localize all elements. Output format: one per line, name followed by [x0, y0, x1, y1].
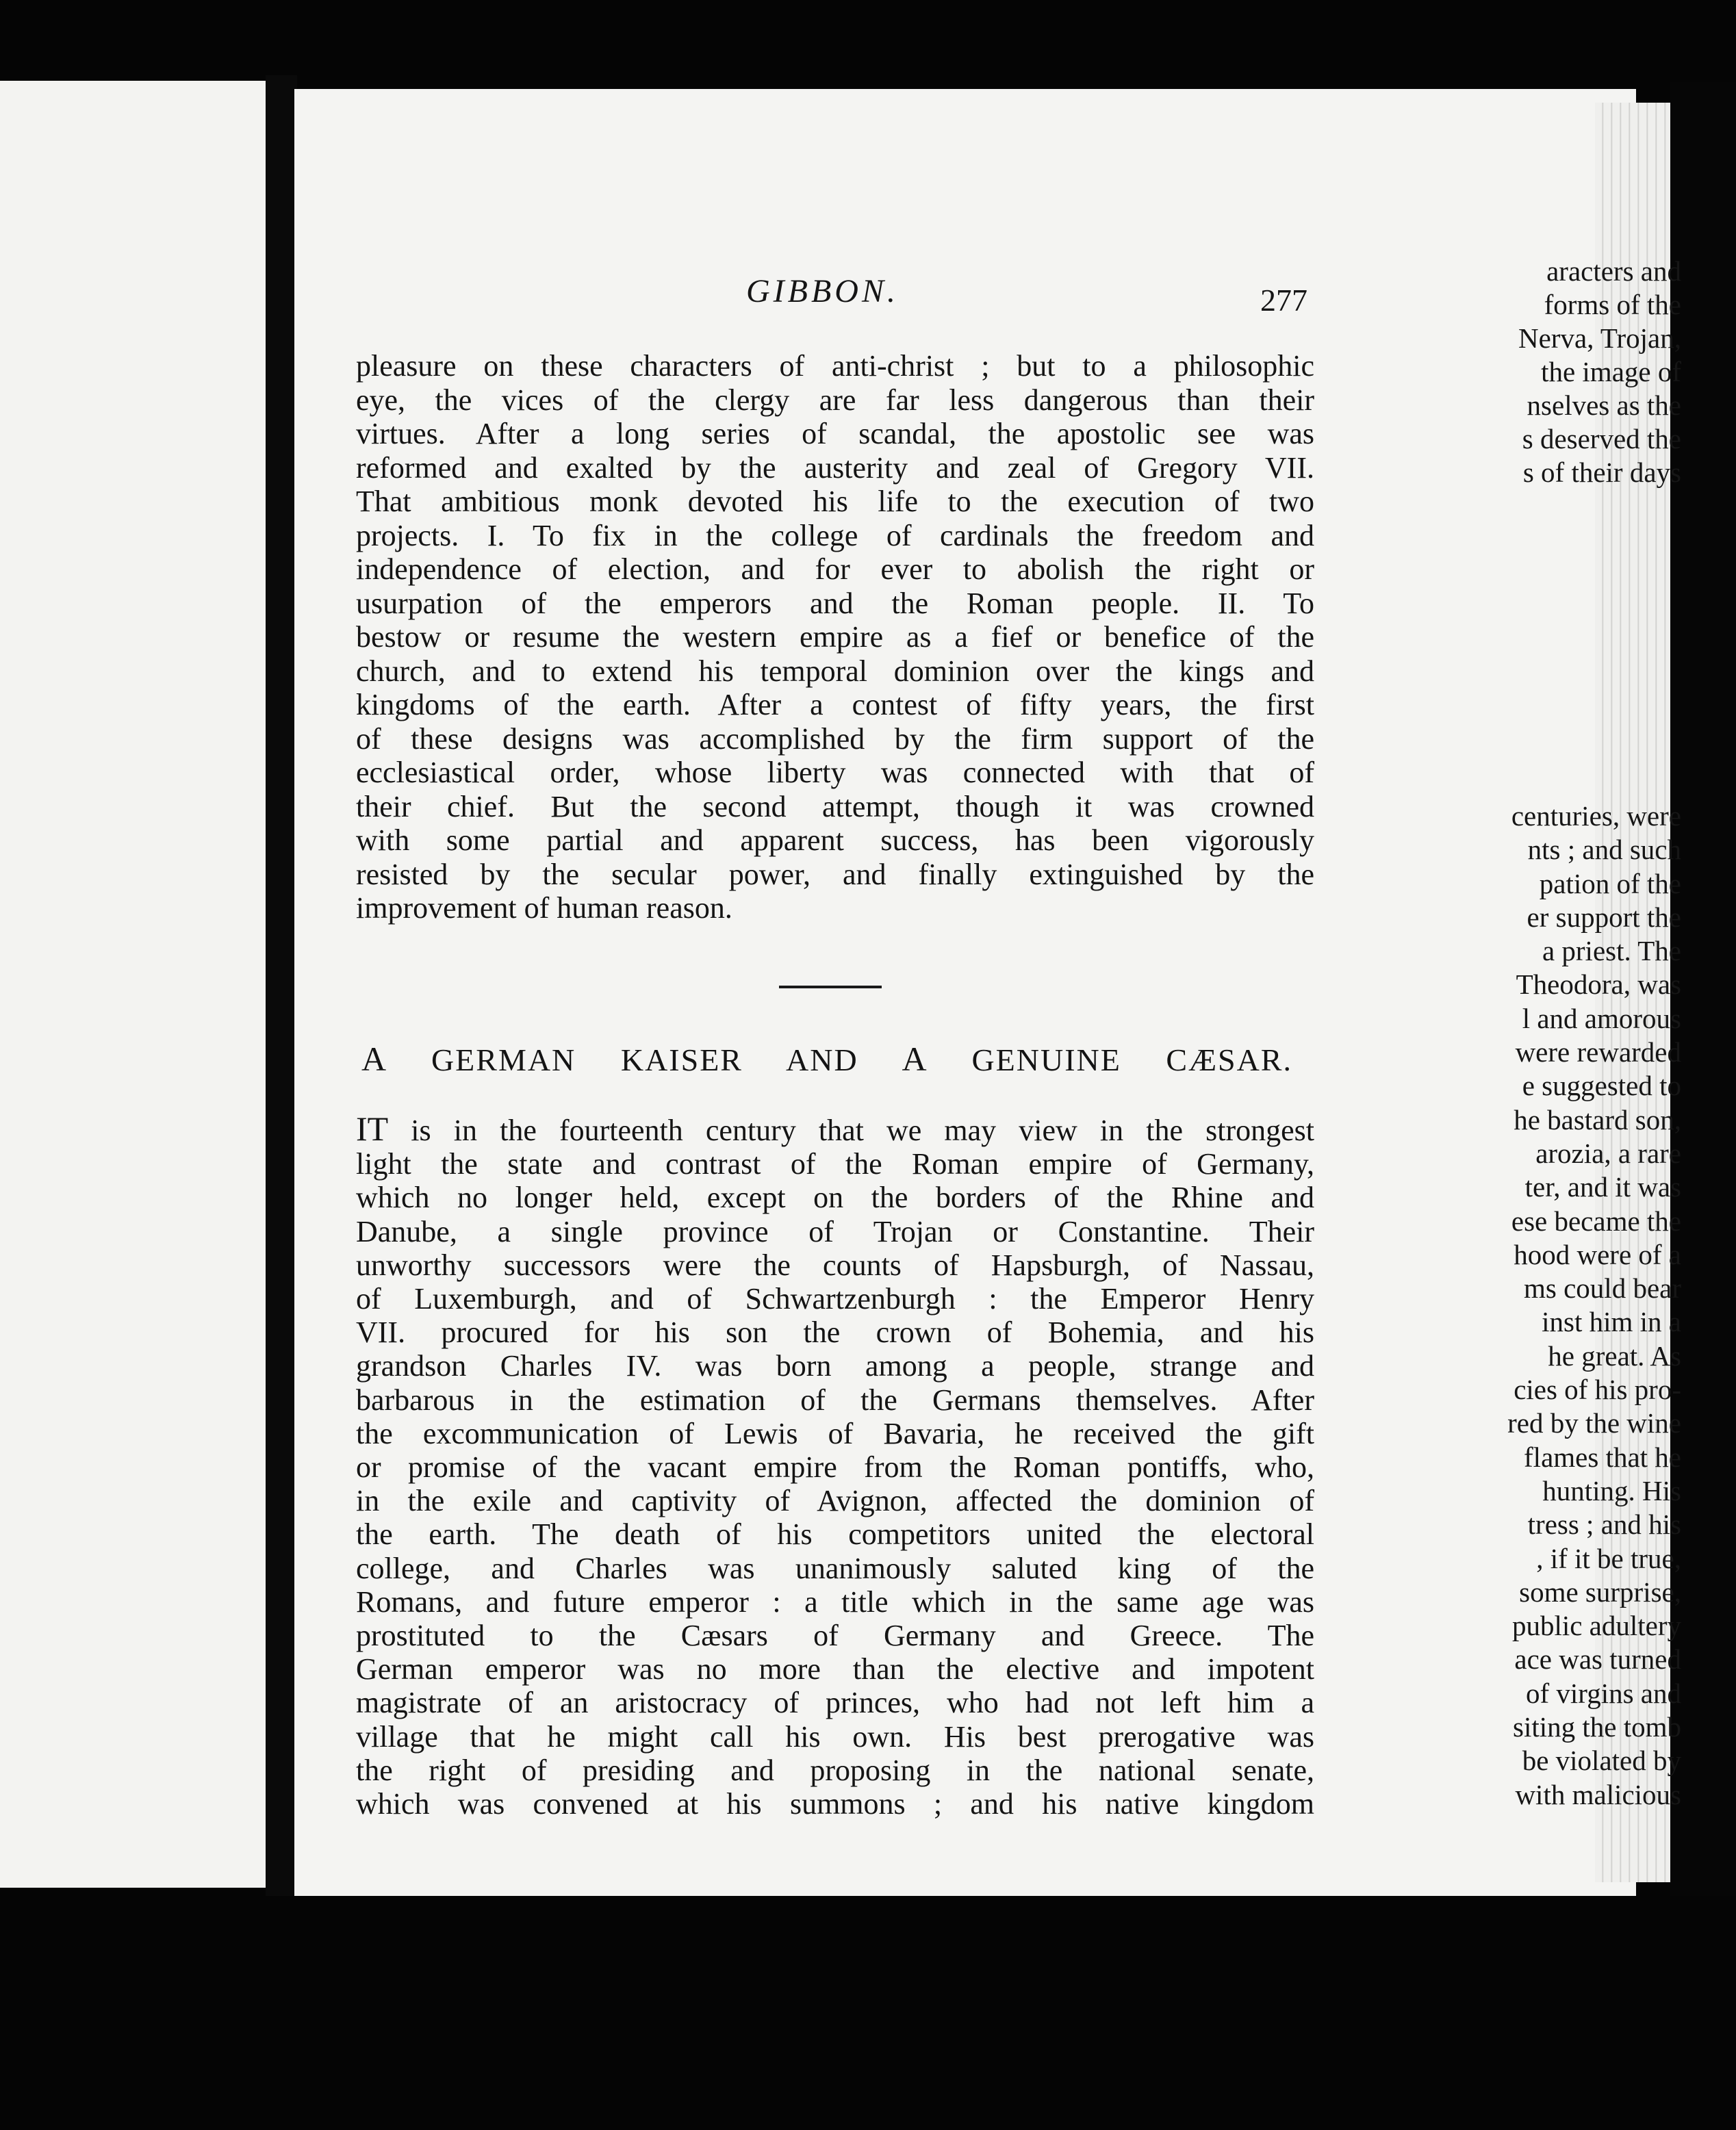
text-line: or promise of the vacant empire from the Roman pontiffs, who,: [356, 1450, 1314, 1485]
paragraph-2: [356, 1109, 1314, 1821]
text-line: improvement of human reason.: [356, 891, 732, 925]
text-line: the excommunication of Lewis of Bavaria, he received the gift: [356, 1416, 1314, 1450]
text-line: ecclesiastical order, whose liberty was connected with that of: [356, 756, 1314, 789]
text-line: of these designs was accomplished by the firm support of the: [356, 721, 1314, 756]
text-line: the earth. The death of his competitors united the electoral: [356, 1517, 1314, 1552]
text-line: VII. procured for his son the crown of Bohemia, and his: [356, 1316, 1314, 1350]
page-number: 277: [1260, 283, 1307, 318]
section-heading: [361, 1039, 1292, 1079]
left-page-text-bottom: [1394, 799, 1681, 1812]
heading-word: CÆSAR.: [1121, 1042, 1292, 1077]
text-line: Danube, a single province of Trojan or Constantine. Their: [356, 1214, 1314, 1248]
text-line: Romans, and future emperor : a title which in the same age was: [356, 1584, 1314, 1619]
text-line: magistrate of an aristocracy of princes, who had not left him a: [356, 1686, 1314, 1720]
background-bottom: [0, 1896, 1736, 2130]
text-line: reformed and exalted by the austerity and zeal of Gregory VII.: [356, 450, 1314, 485]
left-line: Theodora, was: [1516, 968, 1681, 1001]
text-line: in the exile and captivity of Avignon, affected the dominion of: [356, 1484, 1314, 1518]
text-line: college, and Charles was unanimously saluted king of the: [356, 1551, 1314, 1585]
text-line: grandson Charles IV. was born among a people, strange and: [356, 1349, 1314, 1383]
heading-word: GENUINE: [971, 1042, 1121, 1077]
left-page-text-top: [1394, 255, 1681, 489]
left-line: forms of the: [1544, 289, 1681, 320]
text-line: resisted by the secular power, and finally extinguished by the: [356, 857, 1314, 891]
text-line: the right of presiding and proposing in the national senate,: [356, 1753, 1314, 1787]
left-line: cies of his pro-: [1514, 1374, 1681, 1406]
text-line: light the state and contrast of the Roman empire of Germany,: [356, 1147, 1314, 1181]
text-line: usurpation of the emperors and the Roman people. II. To: [356, 586, 1314, 620]
heading-word: AND: [786, 1042, 858, 1077]
left-line: be violated by: [1522, 1745, 1681, 1777]
text-line: kingdoms of the earth. After a contest of fifty years, the first: [356, 688, 1314, 721]
text-line: which no longer held, except on the borders of the Rhine and: [356, 1181, 1314, 1215]
left-line: a priest. The: [1542, 935, 1681, 967]
text-line: with some partial and apparent success, has been vigorously: [356, 823, 1314, 857]
text-line: eye, the vices of the clergy are far less dangerous than their: [356, 383, 1314, 417]
left-line: hood were of a: [1514, 1238, 1681, 1270]
left-line: ter, and it was: [1524, 1171, 1681, 1203]
text-line: bestow or resume the western empire as a fief or benefice of the: [356, 620, 1314, 654]
text-line: prostituted to the Cæsars of Germany and Greece. The: [356, 1619, 1314, 1653]
left-line: siting the tomb: [1513, 1711, 1681, 1743]
left-line: l and amorous: [1522, 1002, 1681, 1034]
left-line: he great. As: [1548, 1339, 1681, 1372]
left-line: with malicious: [1515, 1778, 1681, 1810]
left-line: er support the: [1527, 901, 1681, 933]
left-line: centuries, were: [1511, 800, 1681, 832]
text-line: barbarous in the estimation of the Germans themselves. After: [356, 1383, 1314, 1417]
left-line: the image of: [1541, 356, 1681, 387]
text-line: of Luxemburgh, and of Schwartzenburgh : the Emperor Henry: [356, 1282, 1314, 1316]
left-line: nts ; and such: [1527, 834, 1681, 866]
heading-word: A: [858, 1040, 972, 1078]
left-line: tress ; and his: [1527, 1509, 1681, 1541]
left-line: aracters and: [1546, 255, 1681, 287]
left-line: hunting. His: [1542, 1474, 1681, 1506]
text-line: [356, 1109, 1314, 1148]
left-line: ace was turned: [1514, 1643, 1681, 1676]
left-line: public adultery: [1511, 1610, 1681, 1642]
left-line: e suggested to: [1522, 1070, 1681, 1102]
page-header: [746, 272, 1307, 320]
heading-word: KAISER: [576, 1042, 787, 1077]
left-line: nselves as the: [1527, 389, 1681, 421]
book-gutter: [266, 75, 297, 1896]
left-line: of virgins and: [1525, 1677, 1681, 1709]
text-line: independence of election, and for ever to abolish the right or: [356, 552, 1314, 586]
text-line: village that he might call his own. His best prerogative was: [356, 1719, 1314, 1754]
first-line-text: is in the fourteenth century that we may view in the strongest: [388, 1114, 1314, 1147]
left-line: , if it be true,: [1536, 1542, 1681, 1574]
text-line: their chief. But the second attempt, though it was crowned: [356, 789, 1314, 823]
drop-cap: IT: [356, 1109, 389, 1148]
left-line: he bastard son,: [1514, 1103, 1681, 1135]
text-line: which was convened at his summons ; and his native kingdom: [356, 1787, 1314, 1821]
left-line: Nerva, Trojan,: [1518, 322, 1681, 354]
running-head: GIBBON.: [746, 273, 899, 309]
left-line: s deserved the: [1522, 423, 1681, 454]
left-line: inst him in a: [1542, 1306, 1681, 1338]
text-line: That ambitious monk devoted his life to the execution of two: [356, 485, 1314, 518]
text-line: unworthy successors were the counts of Hapsburgh, of Nassau,: [356, 1248, 1314, 1282]
text-line: church, and to extend his temporal dominion over the kings and: [356, 654, 1314, 688]
text-line: virtues. After a long series of scandal, the apostolic see was: [356, 417, 1314, 450]
left-line: s of their days: [1522, 457, 1681, 488]
left-line: some surprise,: [1519, 1576, 1681, 1608]
left-page: [0, 81, 266, 1888]
text-line: German emperor was no more than the elective and impotent: [356, 1652, 1314, 1686]
left-line: arozia, a rare: [1535, 1137, 1681, 1169]
text-line: projects. I. To fix in the college of cardinals the freedom and: [356, 518, 1314, 552]
left-line: ese became the: [1511, 1205, 1681, 1237]
left-line: flames that he: [1524, 1441, 1681, 1473]
section-divider: [779, 986, 882, 988]
heading-word: GERMAN: [431, 1042, 576, 1077]
left-line: red by the wine: [1507, 1407, 1681, 1439]
heading-word: A: [361, 1040, 431, 1078]
left-line: were rewarded: [1515, 1036, 1681, 1068]
left-line: ms could bear: [1524, 1272, 1681, 1305]
text-line: pleasure on these characters of anti-christ ; but to a philosophic: [356, 349, 1314, 383]
paragraph-1: [356, 349, 1314, 925]
left-line: pation of the: [1539, 867, 1681, 899]
